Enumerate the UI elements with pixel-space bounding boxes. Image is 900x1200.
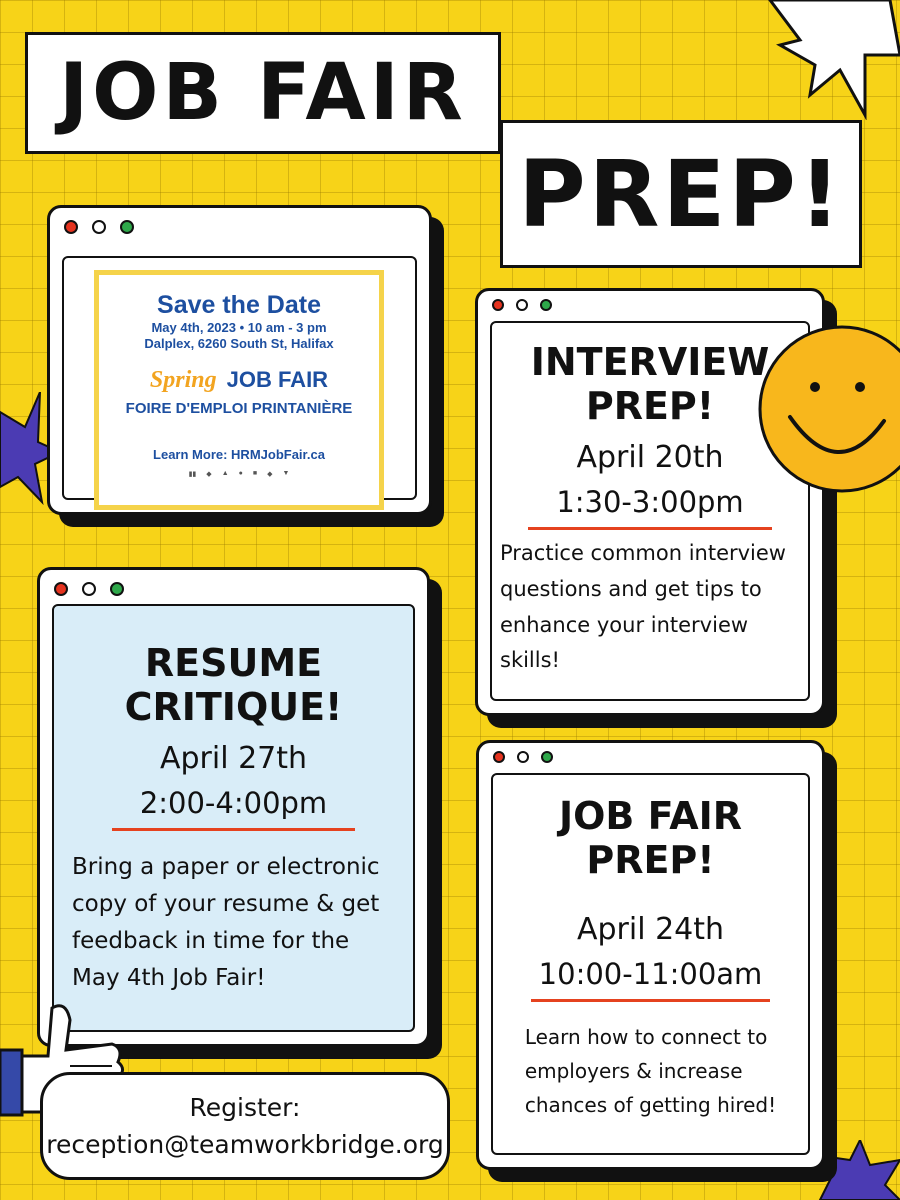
window-dots-icon xyxy=(54,582,124,596)
resume-desc-line: May 4th Job Fair! xyxy=(72,964,266,991)
std-date-line: May 4th, 2023 • 10 am - 3 pm xyxy=(151,320,327,335)
std-job-fair: JOB FAIR xyxy=(226,367,329,393)
resume-heading-line1: RESUME xyxy=(144,641,323,685)
save-the-date-flyer xyxy=(94,270,384,510)
window-dots-icon xyxy=(493,751,553,763)
std-french-title: FOIRE D'EMPLOI PRINTANIÈRE xyxy=(125,400,353,418)
title-line-1: JOB FAIR xyxy=(25,32,501,154)
sponsor-logos: ▮▮ ◆ ▲ ● ■ ◆ ▼ xyxy=(188,470,290,479)
register-label: Register: xyxy=(189,1092,301,1122)
white-burst-icon xyxy=(740,0,900,120)
save-the-date-window xyxy=(47,205,432,515)
jobfair-desc-line: employers & increase xyxy=(524,1059,743,1084)
interview-desc-line: questions and get tips to xyxy=(500,577,762,602)
interview-desc-line: skills! xyxy=(500,648,560,673)
interview-heading-line2: PREP! xyxy=(585,383,715,428)
interview-heading-line1: INTERVIEW xyxy=(530,340,770,384)
resume-heading xyxy=(125,642,343,729)
smiley-face-icon xyxy=(758,325,900,495)
resume-desc-line: feedback in time for the xyxy=(72,927,350,954)
interview-time: 1:30-3:00pm xyxy=(528,485,771,530)
window-dots-icon xyxy=(492,299,552,311)
jobfair-desc-line: chances of getting hired! xyxy=(524,1093,777,1118)
resume-time: 2:00-4:00pm xyxy=(112,786,355,831)
jobfair-heading-line1: JOB FAIR xyxy=(558,794,743,838)
resume-heading-line2: CRITIQUE! xyxy=(124,684,343,729)
jobfair-heading xyxy=(559,795,742,882)
interview-description xyxy=(492,536,786,679)
window-dots-icon xyxy=(64,220,134,234)
std-spring: Spring xyxy=(149,367,217,394)
interview-desc-line: enhance your interview xyxy=(500,612,749,637)
job-fair-prep-window xyxy=(476,740,825,1170)
resume-description xyxy=(54,849,380,996)
std-title: Save the Date xyxy=(157,291,321,319)
title-line-2: PREP! xyxy=(500,120,862,268)
resume-critique-window xyxy=(37,567,430,1047)
register-box xyxy=(40,1072,450,1180)
jobfair-heading-line2: PREP! xyxy=(586,837,715,882)
interview-desc-line: Practice common interview xyxy=(500,541,786,566)
jobfair-desc-line: Learn how to connect to xyxy=(524,1025,768,1050)
jobfair-description xyxy=(525,1020,776,1122)
interview-heading xyxy=(531,341,770,428)
std-learn-more-link[interactable]: Learn More: HRMJobFair.ca xyxy=(153,447,325,463)
resume-desc-line: copy of your resume & get xyxy=(72,891,380,918)
std-location-line: Dalplex, 6260 South St, Halifax xyxy=(144,335,334,351)
jobfair-time: 10:00-11:00am xyxy=(531,957,771,1002)
resume-desc-line: Bring a paper or electronic xyxy=(72,854,380,881)
jobfair-date: April 24th xyxy=(576,912,725,948)
resume-date: April 27th xyxy=(159,741,308,777)
interview-date: April 20th xyxy=(576,440,724,476)
register-email-link[interactable]: reception@teamworkbridge.org xyxy=(46,1130,444,1159)
